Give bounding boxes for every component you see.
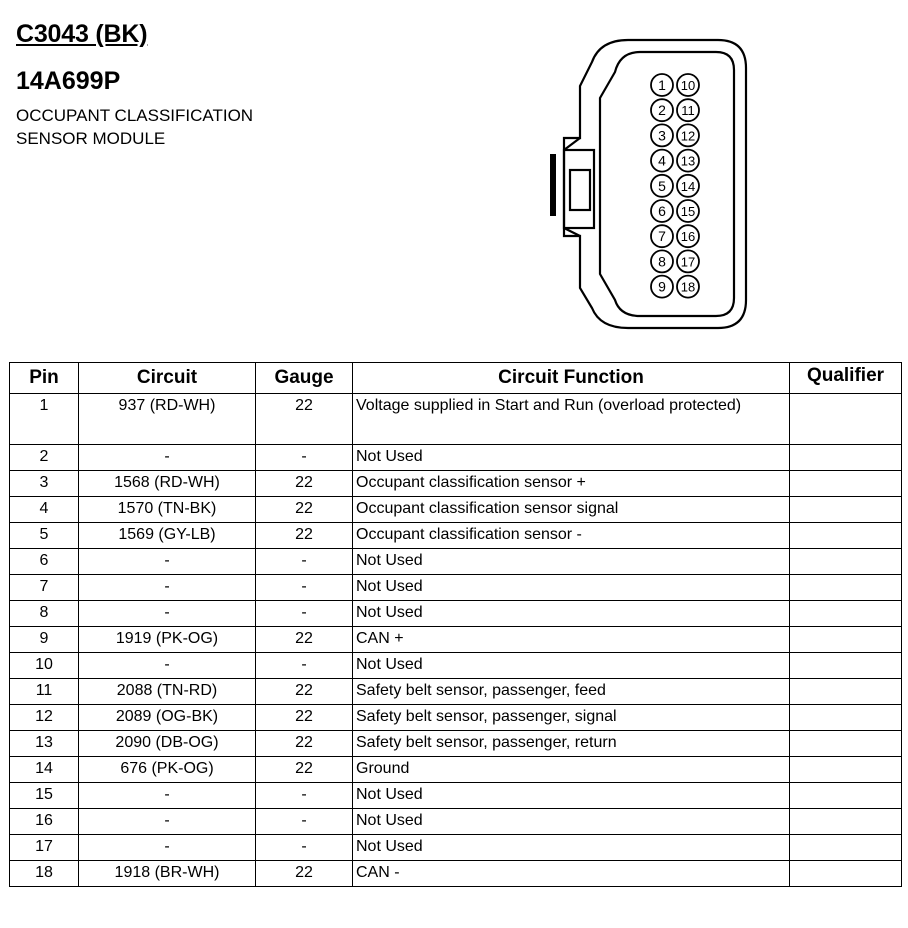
pin-number: 1 xyxy=(658,77,666,93)
gauge-cell: 22 xyxy=(256,497,353,523)
table-row xyxy=(10,523,902,549)
connector-pin-3 xyxy=(651,124,673,146)
column-header-circuit: Circuit xyxy=(79,363,256,394)
function-cell: CAN + xyxy=(353,627,790,653)
pin-cell: 11 xyxy=(10,679,79,705)
function-cell: Safety belt sensor, passenger, feed xyxy=(353,679,790,705)
circuit-cell: 1569 (GY-LB) xyxy=(79,523,256,549)
connector-pin-1 xyxy=(651,74,673,96)
gauge-cell: 22 xyxy=(256,394,353,445)
qualifier-cell xyxy=(790,757,902,783)
gauge-cell: - xyxy=(256,549,353,575)
pin-number: 6 xyxy=(658,203,666,219)
table-row xyxy=(10,394,902,445)
function-cell: CAN - xyxy=(353,861,790,887)
gauge-cell: 22 xyxy=(256,757,353,783)
table-row xyxy=(10,757,902,783)
pin-cell: 4 xyxy=(10,497,79,523)
gauge-cell: - xyxy=(256,601,353,627)
circuit-cell: 937 (RD-WH) xyxy=(79,394,256,445)
pin-number: 14 xyxy=(680,178,696,194)
pin-number: 2 xyxy=(658,102,666,119)
function-cell: Occupant classification sensor + xyxy=(353,471,790,497)
gauge-cell: 22 xyxy=(256,471,353,497)
gauge-cell: - xyxy=(256,835,353,861)
gauge-cell: 22 xyxy=(256,731,353,757)
table-row xyxy=(10,705,902,731)
connector-pin-9 xyxy=(651,276,673,298)
function-cell: Occupant classification sensor - xyxy=(353,523,790,549)
pin-cell: 12 xyxy=(10,705,79,731)
pin-cell: 10 xyxy=(10,653,79,679)
connector-pin-17 xyxy=(677,250,699,272)
qualifier-cell xyxy=(790,653,902,679)
pin-cell: 17 xyxy=(10,835,79,861)
function-cell: Not Used xyxy=(353,835,790,861)
module-name-line-1: OCCUPANT CLASSIFICATION xyxy=(16,106,254,125)
gauge-cell: 22 xyxy=(256,861,353,887)
pin-number: 16 xyxy=(680,229,696,245)
pin-cell: 13 xyxy=(10,731,79,757)
qualifier-cell xyxy=(790,731,902,757)
circuit-cell: 676 (PK-OG) xyxy=(79,757,256,783)
part-number: 14A699P xyxy=(16,67,121,95)
gauge-cell: - xyxy=(256,783,353,809)
connector-pin-13 xyxy=(677,150,699,172)
module-name-line-2: SENSOR MODULE xyxy=(16,129,166,148)
pin-number: 8 xyxy=(658,253,666,270)
table-row xyxy=(10,731,902,757)
table-row xyxy=(10,653,902,679)
table-row xyxy=(10,861,902,887)
circuit-cell: - xyxy=(79,445,256,471)
circuit-cell: - xyxy=(79,575,256,601)
pin-number: 13 xyxy=(680,153,696,169)
table-header-row xyxy=(10,363,902,394)
circuit-cell: - xyxy=(79,783,256,809)
gauge-cell: - xyxy=(256,809,353,835)
pin-number: 15 xyxy=(680,204,696,219)
function-cell: Safety belt sensor, passenger, signal xyxy=(353,705,790,731)
connector-id-title: C3043 (BK) xyxy=(16,20,148,48)
pin-cell: 1 xyxy=(10,394,79,445)
circuit-cell: 1918 (BR-WH) xyxy=(79,861,256,887)
qualifier-cell xyxy=(790,679,902,705)
function-cell: Not Used xyxy=(353,549,790,575)
circuit-cell: - xyxy=(79,809,256,835)
table-row xyxy=(10,497,902,523)
connector-pin-8 xyxy=(651,250,673,272)
pin-number: 18 xyxy=(680,279,696,295)
column-header-gauge: Gauge xyxy=(256,363,353,394)
column-header-qualifier: Qualifier xyxy=(790,363,902,394)
gauge-cell: - xyxy=(256,575,353,601)
connector-pins xyxy=(651,74,699,298)
pin-cell: 16 xyxy=(10,809,79,835)
pin-cell: 2 xyxy=(10,445,79,471)
qualifier-cell xyxy=(790,549,902,575)
table-row xyxy=(10,835,902,861)
connector-pin-14 xyxy=(677,175,699,197)
pin-cell: 6 xyxy=(10,549,79,575)
circuit-cell: - xyxy=(79,835,256,861)
table-row xyxy=(10,783,902,809)
connector-pin-6 xyxy=(651,200,673,222)
module-name xyxy=(16,104,253,150)
column-header-pin: Pin xyxy=(10,363,79,394)
pin-cell: 14 xyxy=(10,757,79,783)
circuit-cell: - xyxy=(79,601,256,627)
qualifier-cell xyxy=(790,861,902,887)
circuit-cell: 1570 (TN-BK) xyxy=(79,497,256,523)
function-cell: Occupant classification sensor signal xyxy=(353,497,790,523)
connector-pin-7 xyxy=(651,225,673,247)
circuit-cell: 2089 (OG-BK) xyxy=(79,705,256,731)
qualifier-cell xyxy=(790,705,902,731)
qualifier-cell xyxy=(790,601,902,627)
gauge-cell: - xyxy=(256,445,353,471)
connector-pin-5 xyxy=(651,175,673,197)
pin-cell: 3 xyxy=(10,471,79,497)
pin-number: 17 xyxy=(680,254,696,270)
qualifier-cell xyxy=(790,523,902,549)
connector-pin-15 xyxy=(677,200,699,222)
circuit-cell: 2088 (TN-RD) xyxy=(79,679,256,705)
qualifier-cell xyxy=(790,783,902,809)
qualifier-cell xyxy=(790,809,902,835)
pin-number: 12 xyxy=(680,128,696,144)
gauge-cell: - xyxy=(256,653,353,679)
connector-pin-4 xyxy=(651,150,673,172)
pin-number: 5 xyxy=(658,177,666,194)
function-cell: Not Used xyxy=(353,445,790,471)
gauge-cell: 22 xyxy=(256,705,353,731)
pin-cell: 5 xyxy=(10,523,79,549)
connector-face-diagram xyxy=(540,38,755,334)
gauge-cell: 22 xyxy=(256,627,353,653)
pin-number: 7 xyxy=(658,228,666,245)
table-row xyxy=(10,549,902,575)
table-row xyxy=(10,445,902,471)
qualifier-cell xyxy=(790,445,902,471)
function-cell: Not Used xyxy=(353,575,790,601)
table-row xyxy=(10,627,902,653)
table-row xyxy=(10,471,902,497)
pin-cell: 7 xyxy=(10,575,79,601)
function-cell: Voltage supplied in Start and Run (overload protected) xyxy=(353,394,790,445)
circuit-cell: - xyxy=(79,653,256,679)
qualifier-cell xyxy=(790,627,902,653)
pin-number: 11 xyxy=(681,103,695,119)
pinout-table xyxy=(9,362,902,887)
function-cell: Not Used xyxy=(353,653,790,679)
column-header-circuit-function: Circuit Function xyxy=(353,363,790,394)
qualifier-cell xyxy=(790,497,902,523)
circuit-cell: - xyxy=(79,549,256,575)
pin-cell: 8 xyxy=(10,601,79,627)
connector-pin-2 xyxy=(651,99,673,121)
table-row xyxy=(10,679,902,705)
gauge-cell: 22 xyxy=(256,523,353,549)
connector-housing xyxy=(550,40,746,328)
connector-pin-12 xyxy=(677,124,699,146)
pin-number: 9 xyxy=(658,278,666,295)
connector-pin-16 xyxy=(677,225,699,247)
pin-number: 3 xyxy=(658,127,666,144)
gauge-cell: 22 xyxy=(256,679,353,705)
pin-number: 4 xyxy=(658,152,666,169)
pin-number: 10 xyxy=(680,78,696,93)
table-row xyxy=(10,601,902,627)
pin-cell: 18 xyxy=(10,861,79,887)
qualifier-cell xyxy=(790,835,902,861)
table-row xyxy=(10,809,902,835)
connector-pin-10 xyxy=(677,74,699,96)
circuit-cell: 2090 (DB-OG) xyxy=(79,731,256,757)
pin-cell: 9 xyxy=(10,627,79,653)
qualifier-cell xyxy=(790,394,902,445)
table-row xyxy=(10,575,902,601)
qualifier-cell xyxy=(790,575,902,601)
circuit-cell: 1568 (RD-WH) xyxy=(79,471,256,497)
function-cell: Safety belt sensor, passenger, return xyxy=(353,731,790,757)
connector-pin-18 xyxy=(677,276,699,298)
function-cell: Not Used xyxy=(353,783,790,809)
connector-pin-11 xyxy=(677,99,699,121)
pin-cell: 15 xyxy=(10,783,79,809)
function-cell: Not Used xyxy=(353,809,790,835)
circuit-cell: 1919 (PK-OG) xyxy=(79,627,256,653)
qualifier-cell xyxy=(790,471,902,497)
function-cell: Ground xyxy=(353,757,790,783)
function-cell: Not Used xyxy=(353,601,790,627)
